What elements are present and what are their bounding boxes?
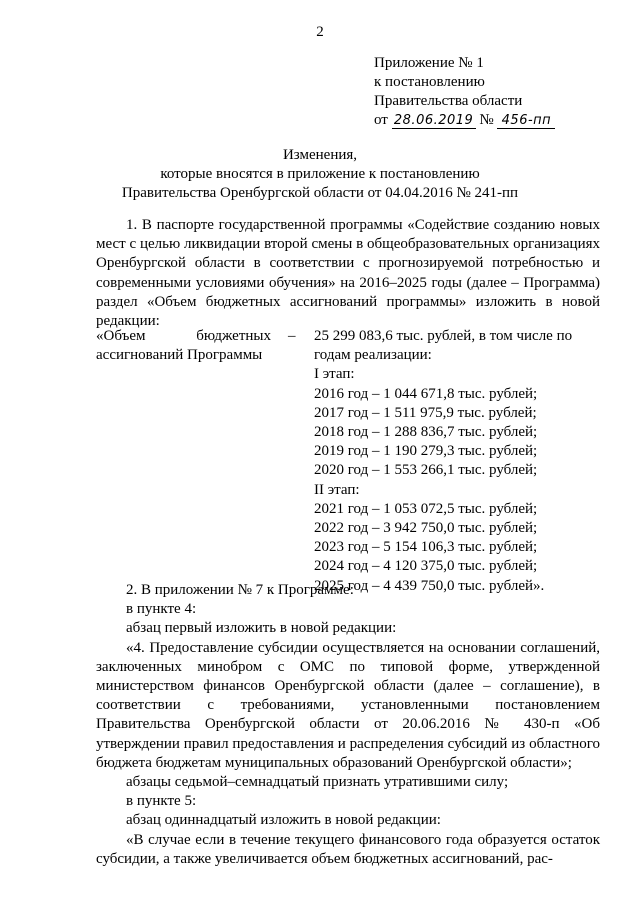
point-4-label: в пункте 4:: [126, 601, 197, 618]
title-line-2: которые вносятся в приложение к постановлению: [160, 166, 480, 182]
section2-heading: 2. В приложении № 7 к Программе:: [126, 582, 354, 598]
stage-1-year: 2016 год – 1 044 671,8 тыс. рублей;: [314, 385, 538, 402]
abzac-lost-force: абзацы седьмой–семнадцатый признать утратившими силу;: [126, 774, 509, 791]
budget-row-values: [314, 327, 604, 596]
stage-1-year: 2017 год – 1 511 975,9 тыс. рублей;: [314, 404, 537, 421]
stage-2-year: 2025 год – 4 439 750,0 тыс. рублей».: [314, 577, 545, 594]
handwritten-number: 456-пп: [497, 114, 555, 129]
budget-row-label: «Объем бюджетных ассигнований Программы: [96, 328, 271, 364]
appendix-header: [374, 54, 555, 130]
stage-2-year: 2023 год – 5 154 106,3 тыс. рублей;: [314, 539, 538, 556]
document-title: [0, 146, 640, 203]
stage-2-year: 2021 год – 1 053 072,5 тыс. рублей;: [314, 500, 538, 517]
point-4-new-text: «4. Предоставление субсидии осуществляется на основании соглашений, заключенных минобром с ОМС по типовой форме, утвержденной министерством финансов Оренбургской области (далее – соглашение), в соответствии с требованиями, установленными постановлением Правительства Оренбургской области от 20.06.2016 № 430-п «Об утверждении правил предоставления и распределения субсидий из областного бюджета бюджетам муниципальных образований Оренбургской области»;: [96, 639, 600, 771]
abzac-first-instruction: абзац первый изложить в новой редакции:: [126, 620, 397, 637]
stage-2-year: 2022 год – 3 942 750,0 тыс. рублей;: [314, 520, 538, 537]
stage-1-year: 2020 год – 1 553 266,1 тыс. рублей;: [314, 462, 538, 479]
section2: [96, 581, 600, 869]
appendix-to-resolution: к постановлению: [374, 74, 485, 90]
point-5-new-text: «В случае если в течение текущего финансового года образуется остаток субсидии, а также увеличивается объем бюджетных ассигнований, рас-: [96, 831, 600, 867]
stage-2-label: II этап:: [314, 481, 360, 498]
appendix-government: Правительства области: [374, 93, 523, 109]
stage-1-label: I этап:: [314, 366, 355, 383]
handwritten-date: 28.06.2019: [392, 114, 476, 129]
budget-row-dash: –: [288, 328, 296, 344]
title-line-1: Изменения,: [282, 147, 358, 163]
appendix-title: Приложение № 1: [374, 55, 484, 71]
section1-paragraph: 1. В паспорте государственной программы «Содействие созданию новых мест с целью ликвидации второй смены в общеобразовательных организациях Оренбургской области в соответствии с прогнозируемой потребностью и современными условиями обучения» на 2016–2025 годы (далее – Программа) раздел «Объем бюджетных ассигнований программы» изложить в новой редакции:: [96, 217, 600, 330]
point-5-label: в пункте 5:: [126, 793, 197, 810]
budget-total: 25 299 083,6 тыс. рублей, в том числе по годам реализации:: [314, 328, 573, 364]
stage-1-year: 2018 год – 1 288 836,7 тыс. рублей;: [314, 424, 538, 441]
abzac-eleventh-instruction: абзац одиннадцатый изложить в новой редакции:: [126, 812, 441, 829]
number-label: №: [479, 112, 494, 128]
stage-1-year: 2019 год – 1 190 279,3 тыс. рублей;: [314, 443, 538, 460]
page-number: 2: [316, 24, 324, 40]
title-line-3: Правительства Оренбургской области от 04.04.2016 № 241-пп: [121, 185, 519, 201]
stage-2-year: 2024 год – 4 120 375,0 тыс. рублей;: [314, 558, 538, 575]
appendix-date-line: [374, 111, 555, 130]
from-label: от: [374, 112, 388, 128]
